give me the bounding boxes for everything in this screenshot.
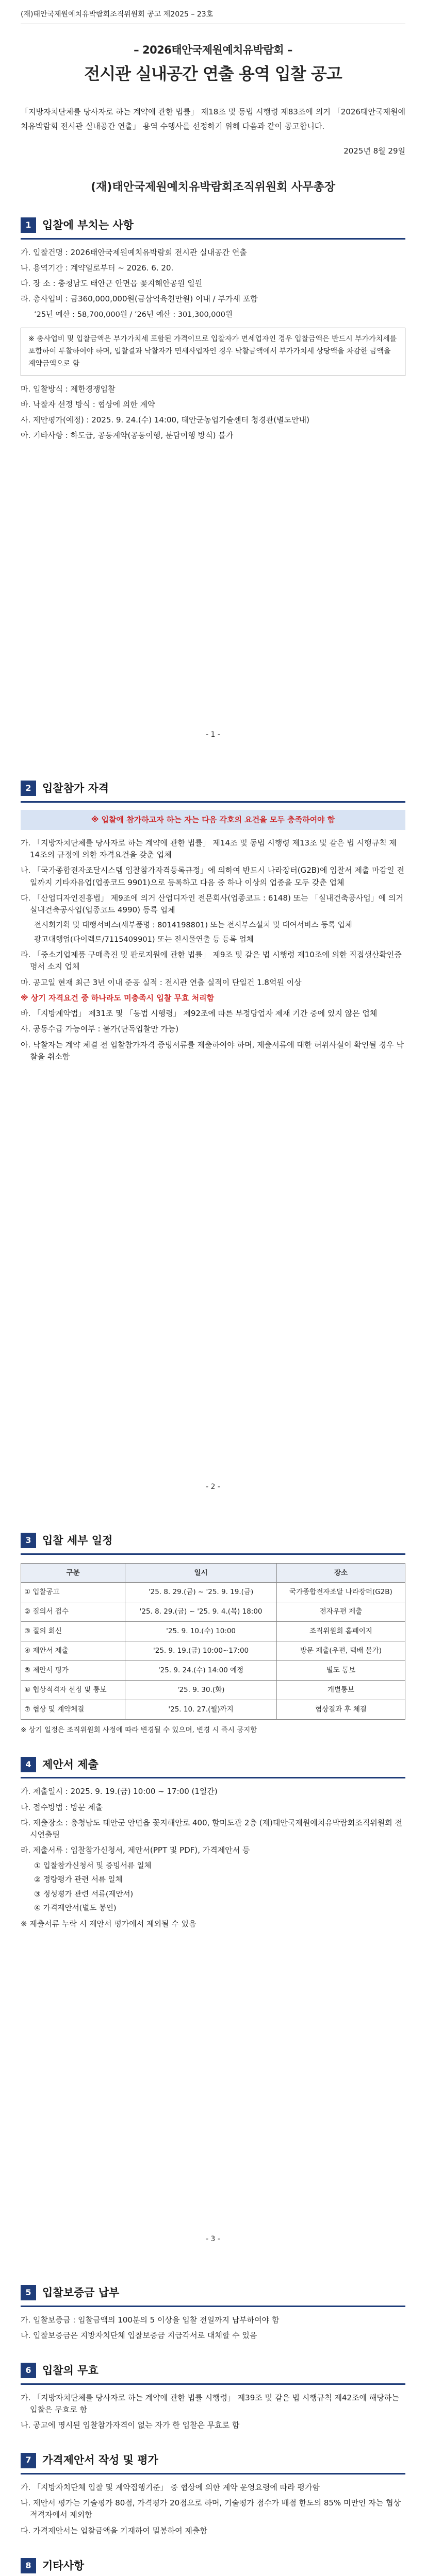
section-header [21, 2284, 405, 2307]
list-item: 사. 제안평가(예정) : 2025. 9. 24.(수) 14:00, 태안군농업기술센터 청경관(별도안내) [21, 415, 309, 425]
section-items [21, 837, 405, 1063]
title-block [21, 42, 405, 87]
section-header [21, 1756, 405, 1779]
page-3 [21, 1504, 405, 2257]
section-5 [21, 2284, 405, 2342]
page-number: - 2 - [206, 1483, 220, 1492]
table-row [21, 1700, 405, 1720]
page-number: - 1 - [206, 731, 220, 739]
section-number: 4 [21, 1757, 36, 1772]
list-item: 가. 입찰건명 : 2026태안국제원예치유박람회 전시관 실내공간 연출 [21, 247, 247, 257]
section-header [21, 1532, 405, 1555]
section-title: 제안서 제출 [42, 1758, 99, 1771]
list-item: ※ 제출서류 누락 시 제안서 평가에서 제외될 수 있음 [21, 1919, 196, 1928]
list-item: 가. 「지방자치단체를 당사자로 하는 계약에 관한 법률」 제14조 및 동법 시행령 제13조 및 같은 법 시행규칙 제14조의 규정에 의한 자격요건을 갖춘 업체 [21, 838, 397, 860]
table-header-row [21, 1563, 405, 1583]
section-header [21, 217, 405, 240]
section-items [21, 1786, 405, 1929]
list-item: 사. 공동수급 가능여부 : 불가(단독입찰만 가능) [21, 1024, 179, 1034]
table-cell: 전자우편 제출 [276, 1602, 405, 1622]
list-item: 마. 공고일 현재 최근 3년 이내 준공 실적 : 전시관 연출 실적이 단일건 1.8억원 이상 [21, 977, 302, 987]
list-item: 나. 용역기간 : 계약일로부터 ~ 2026. 6. 20. [21, 263, 174, 273]
section-items [21, 247, 405, 320]
section-title: 기타사항 [42, 2559, 85, 2572]
list-item: 라. 제출서류 : 입찰참가신청서, 제안서(PPT 및 PDF), 가격제안서 등 [21, 1845, 250, 1855]
section-title: 입찰 세부 일정 [42, 1534, 113, 1547]
table-cell: 조직위원회 홈페이지 [276, 1622, 405, 1641]
column-header: 일시 [125, 1563, 277, 1583]
table-row [21, 1641, 405, 1661]
sub-item: 광고대행업(다이렉트/7115409901) 또는 전시물연출 등 등록 업체 [34, 935, 254, 944]
section-7 [21, 2452, 405, 2537]
column-header: 구분 [21, 1563, 125, 1583]
list-item: 다. 「산업디자인진흥법」 제9조에 의거 산업디자인 전문회사(업종코드 : 6148) 또는 「실내건축공사업」에 의거 실내건축공사업(업종코드 4990) 등록 업체 [21, 893, 404, 915]
section-header [21, 780, 405, 803]
section-4 [21, 1756, 405, 1930]
table-cell: '25. 9. 24.(수) 14:00 예정 [125, 1661, 277, 1681]
list-item: 나. 접수방법 : 방문 제출 [21, 1802, 103, 1812]
section-title: 입찰의 무효 [42, 2364, 99, 2377]
red-notice: ※ 상기 자격요건 중 하나라도 미충족시 입찰 무효 처리함 [21, 993, 215, 1003]
list-item: 가. 제출일시 : 2025. 9. 19.(금) 10:00 ~ 17:00 (1일간) [21, 1787, 218, 1797]
page-2 [21, 752, 405, 1504]
table-row [21, 1602, 405, 1622]
page-1 [21, 0, 405, 752]
table-cell: ② 질의서 접수 [21, 1602, 125, 1622]
list-item: 다. 장 소 : 충청남도 태안군 안면읍 꽃지해안공원 일원 [21, 279, 203, 289]
table-cell: '25. 8. 29.(금) ~ '25. 9. 4.(목) 18:00 [125, 1602, 277, 1622]
list-item: 다. 가격제안서는 입찰금액을 기재하여 밀봉하여 제출함 [21, 2526, 207, 2535]
list-item: 라. 총사업비 : 금360,000,000원(금삼억육천만원) 이내 / 부가세 포함 [21, 294, 258, 304]
list-item: 나. 공고에 명시된 입찰참가자격이 없는 자가 한 입찰은 무효로 함 [21, 2420, 240, 2430]
section-number: 7 [21, 2453, 36, 2468]
table-cell: '25. 9. 19.(금) 10:00~17:00 [125, 1641, 277, 1661]
list-item: 가. 「지방자치단체를 당사자로 하는 계약에 관한 법률 시행령」 제39조 및 같은 법 시행규칙 제42조에 해당하는 입찰은 무효로 함 [21, 2393, 399, 2414]
list-item: 아. 낙찰자는 계약 체결 전 입찰참가자격 증빙서류를 제출하여야 하며, 제출서류에 대한 허위사실이 확인될 경우 낙찰을 취소함 [21, 1040, 404, 1061]
table-cell: '25. 8. 29.(금) ~ '25. 9. 19.(금) [125, 1583, 277, 1602]
doc-number: (재)태안국제원예치유박람회조직위원회 공고 제2025 – 23호 [21, 7, 405, 24]
table-row [21, 1661, 405, 1681]
section-2 [21, 780, 405, 1063]
section-items [21, 2314, 405, 2342]
section-number: 8 [21, 2558, 36, 2573]
section-3 [21, 1532, 405, 1736]
section-items [21, 2482, 405, 2537]
table-row [21, 1583, 405, 1602]
section-title: 입찰보증금 납부 [42, 2286, 120, 2299]
table-cell: ③ 질의 회신 [21, 1622, 125, 1641]
list-item: 아. 기타사항 : 하도급, 공동계약(공동이행, 분담이행 방식) 불가 [21, 431, 234, 440]
schedule-note: ※ 상기 일정은 조직위원회 사정에 따라 변경될 수 있으며, 변경 시 즉시 공지함 [21, 1725, 257, 1734]
list-item: 가. 「지방자치단체 입찰 및 계약집행기준」 중 협상에 의한 계약 운영요령에 따라 평가함 [21, 2482, 320, 2492]
sub-item: ① 입찰참가신청서 및 증빙서류 일체 [34, 1861, 152, 1870]
section-header [21, 2452, 405, 2475]
section-6 [21, 2362, 405, 2431]
table-cell: 개별통보 [276, 1681, 405, 1700]
section-number: 5 [21, 2285, 36, 2300]
table-cell: '25. 9. 10.(수) 10:00 [125, 1622, 277, 1641]
page-4 [21, 2257, 405, 2576]
section-number: 2 [21, 781, 36, 796]
list-item: 가. 입찰보증금 : 입찰금액의 100분의 5 이상을 입찰 전일까지 납부하여야 함 [21, 2315, 280, 2325]
section-items [21, 2392, 405, 2432]
sub-item: 전시회기획 및 대행서비스(세부품명 : 8014198801) 또는 전시부스설치 및 대여서비스 등록 업체 [34, 921, 352, 930]
table-cell: ④ 제안서 제출 [21, 1641, 125, 1661]
list-item: 바. 「지방계약법」 제31조 및 「동법 시행령」 제92조에 따른 부정당업자 제재 기간 중에 있지 않은 업체 [21, 1009, 378, 1019]
column-header: 장소 [276, 1563, 405, 1583]
table-cell: ⑤ 제안서 평가 [21, 1661, 125, 1681]
section-8 [21, 2557, 405, 2576]
highlight-notice: ※ 입찰에 참가하고자 하는 자는 다음 각호의 요건을 모두 충족하여야 함 [21, 810, 405, 830]
table-cell: 협상결과 후 체결 [276, 1700, 405, 1720]
list-item: 다. 제출장소 : 충청남도 태안군 안면읍 꽃지해안로 400, 할미도관 2층 (재)태안국제원예치유박람회조직위원회 전시연출팀 [21, 1818, 402, 1840]
title-sub: – 2026태안국제원예치유박람회 – [134, 43, 292, 56]
table-cell: 국가종합전자조달 나라장터(G2B) [276, 1583, 405, 1602]
table-cell: 별도 통보 [276, 1661, 405, 1681]
title-main: 전시관 실내공간 연출 용역 입찰 공고 [84, 64, 342, 84]
table-cell: 방문 제출(우편, 택배 불가) [276, 1641, 405, 1661]
sub-item: ② 정량평가 관련 서류 일체 [34, 1876, 123, 1885]
table-cell: ① 입찰공고 [21, 1583, 125, 1602]
list-item: 마. 입찰방식 : 제한경쟁입찰 [21, 384, 116, 394]
section-number: 1 [21, 217, 36, 233]
table-cell: '25. 10. 27.(월)까지 [125, 1700, 277, 1720]
section-title: 가격제안서 작성 및 평가 [42, 2454, 158, 2467]
sub-item: ’25년 예산 : 58,700,000원 / ’26년 예산 : 301,300,000원 [34, 310, 233, 319]
section-title: 입찰에 부치는 사항 [42, 219, 134, 232]
table-cell: ⑥ 협상적격자 선정 및 통보 [21, 1681, 125, 1700]
page-number: - 3 - [206, 2235, 220, 2244]
note-box: ※ 총사업비 및 입찰금액은 부가가치세 포함된 가격이므로 입찰자가 면세업자인 경우 입찰금액은 반드시 부가가치세를 포함하여 투찰하여야 하며, 입찰결과 낙찰자가 면세사업자인 경우 낙찰금액에서 부가가치세 상당액을 차감한 금액을 계약금액으로 함 [21, 328, 405, 376]
section-number: 3 [21, 1533, 36, 1548]
list-item: 나. 입찰보증금은 지방자치단체 입찰보증금 지급각서로 대체할 수 있음 [21, 2330, 257, 2340]
list-item: 라. 「중소기업제품 구매촉진 및 판로지원에 관한 법률」 제9조 및 같은 법 시행령 제10조에 의한 직접생산확인증명서 소지 업체 [21, 950, 402, 972]
sub-item: ③ 정성평가 관련 서류(제안서) [34, 1890, 134, 1899]
table-cell: ⑦ 협상 및 계약체결 [21, 1700, 125, 1720]
intro-paragraph: 「지방자치단체를 당사자로 하는 계약에 관한 법률」 제18조 및 동법 시행령 제83조에 의거 「2026태안국제원예치유박람회 전시관 실내공간 연출」 용역 수행사를 선정하기 위해 다음과 같이 공고합니다. [21, 107, 405, 131]
table-row [21, 1681, 405, 1700]
table-row [21, 1622, 405, 1641]
section-title: 입찰참가 자격 [42, 782, 109, 794]
table-cell: '25. 9. 30.(화) [125, 1681, 277, 1700]
section-items [21, 383, 405, 442]
list-item: 바. 낙찰자 선정 방식 : 협상에 의한 계약 [21, 399, 155, 409]
issuer: (재)태안국제원예치유박람회조직위원회 사무총장 [90, 181, 336, 194]
announcement-date: 2025년 8월 29일 [343, 146, 405, 156]
section-header [21, 2362, 405, 2385]
schedule-table [21, 1563, 405, 1720]
section-number: 6 [21, 2363, 36, 2378]
list-item: 나. 「국가종합전자조달시스템 입찰참가자격등록규정」에 의하여 반드시 나라장터(G2B)에 입찰서 제출 마감일 전일까지 기타자유업(업종코드 9901)으로 등록하고 다음 중 하나 이상의 업종을 모두 갖춘 업체 [21, 866, 404, 887]
section-header [21, 2557, 405, 2576]
list-item: 나. 제안서 평가는 기술평가 80점, 가격평가 20점으로 하며, 기술평가 점수가 배점 한도의 85% 미만인 자는 협상적격자에서 제외함 [21, 2498, 401, 2520]
section-1 [21, 217, 405, 442]
sub-item: ④ 가격제안서(별도 봉인) [34, 1904, 117, 1913]
